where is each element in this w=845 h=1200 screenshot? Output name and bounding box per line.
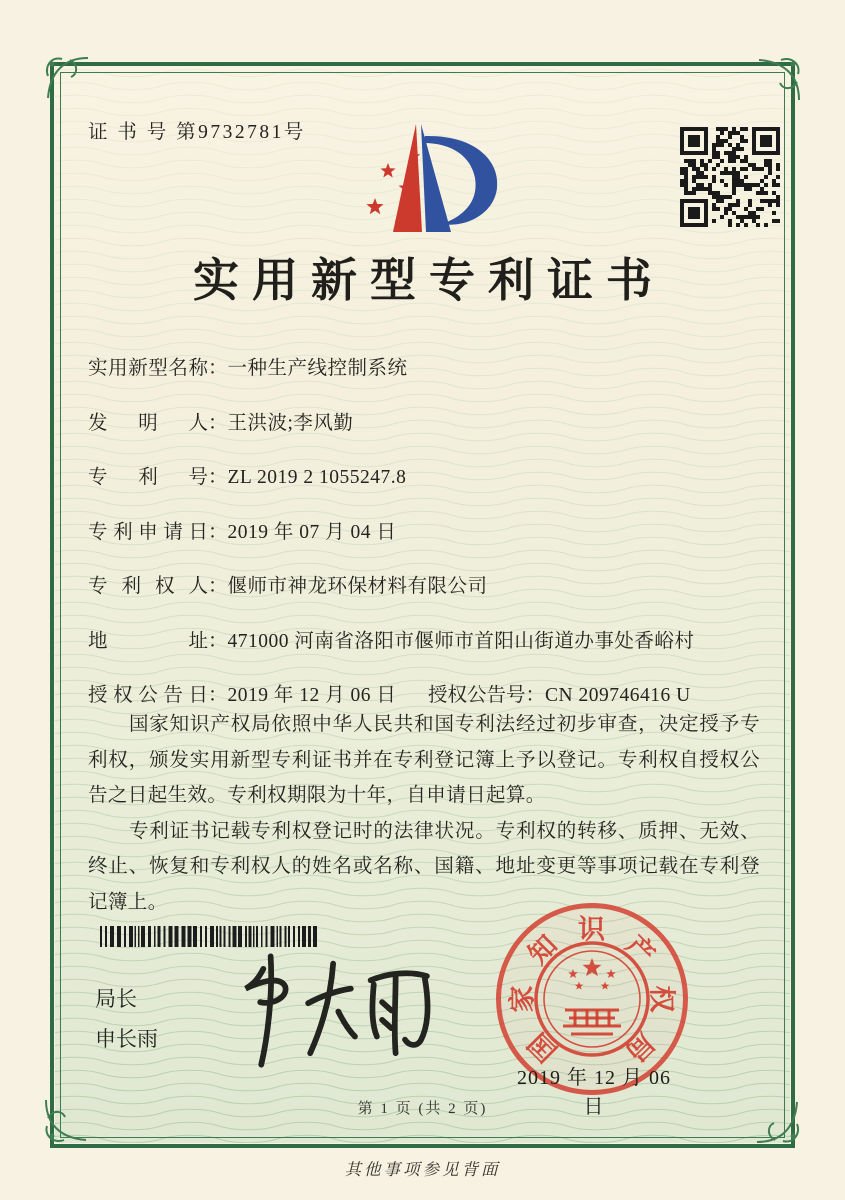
back-side-note: 其他事项参见背面	[344, 1160, 501, 1179]
certificate-title: 实用新型专利证书	[193, 255, 665, 306]
field-inventor: 发明人：王洪波;李风勤	[88, 412, 354, 434]
commissioner-block	[95, 980, 158, 1060]
seal-character: 权	[646, 985, 676, 1012]
seal-date: 2019 年 12 月 06 日	[517, 1067, 671, 1118]
qr-code-icon	[680, 127, 780, 227]
field-address: 地址：471000 河南省洛阳市偃师市首阳山街道办事处香峪村	[88, 630, 695, 652]
seal-character: 家	[507, 985, 537, 1012]
field-utility-model-name: 实用新型名称：一种生产线控制系统	[88, 358, 408, 379]
barcode-icon	[100, 926, 322, 947]
field-patentee: 专利权人：偃师市神龙环保材料有限公司	[88, 576, 488, 597]
seal-character: 局	[620, 1027, 661, 1068]
seal-character: 国	[522, 1027, 563, 1068]
commissioner-title: 局长	[95, 988, 137, 1011]
seal-character: 知	[522, 929, 563, 970]
field-filing-date: 专利申请日：2019 年 07 月 04 日	[88, 521, 397, 543]
field-grant-announcement: 授权公告日：2019 年 12 月 06 日 授权公告号：CN 209746416 U	[88, 679, 768, 700]
legal-text	[88, 707, 760, 920]
legal-paragraph-1: 国家知识产权局依照中华人民共和国专利法经过初步审查，决定授予专利权，颁发实用新型专利证书并在专利登记簿上予以登记。专利权自授权公告之日起生效。专利权期限为十年，自申请日起算。	[88, 714, 760, 806]
grant-announcement-number: 授权公告号：CN 209746416 U	[428, 685, 691, 706]
seal-character: 识	[578, 914, 605, 944]
field-list	[88, 352, 768, 734]
page-number: 第 1 页 (共 2 页)	[357, 1101, 488, 1117]
field-patent-number: 专利号：ZL 2019 2 1055247.8	[88, 467, 407, 488]
commissioner-name: 申长雨	[95, 1028, 158, 1051]
certificate-number: 证 书 号 第9732781号	[88, 122, 306, 143]
legal-paragraph-2: 专利证书记载专利权登记时的法律状况。专利权的转移、质押、无效、终止、恢复和专利权人的姓名或名称、国籍、地址变更等事项记载在专利登记簿上。	[88, 820, 760, 913]
seal-character: 产	[620, 929, 661, 970]
cnipa-patent-logo-icon	[345, 110, 535, 240]
handwritten-signature	[215, 948, 445, 1073]
